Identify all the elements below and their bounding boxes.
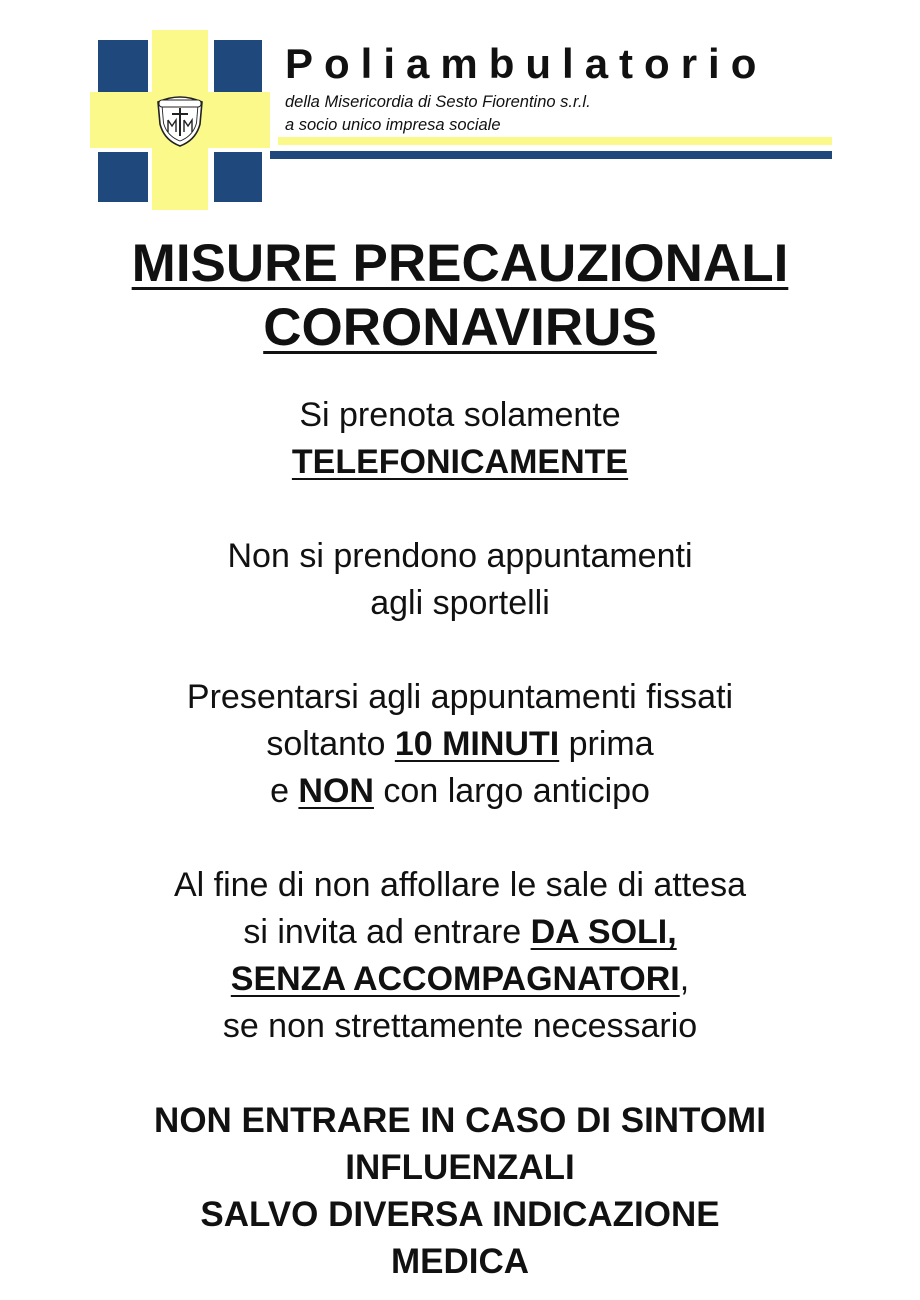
arrival-paragraph (0, 674, 920, 815)
logo-square-top-left (98, 40, 148, 92)
headline (0, 232, 920, 360)
arrival-line3-post: con largo anticipo (373, 772, 650, 810)
brand-subtitle-line1: della Misericordia di Sesto Fiorentino s.r.l. (285, 93, 591, 111)
arrival-line2-post: prima (559, 725, 654, 763)
waiting-room-paragraph (0, 862, 920, 1050)
misericordia-seal-icon (150, 90, 210, 150)
no-counter-line2: agli sportelli (370, 584, 550, 622)
arrival-line3-pre: e (270, 772, 299, 810)
waiting-line3-bold: SENZA ACCOMPAGNATORI (230, 960, 680, 998)
warning-line2: INFLUENZALI (345, 1148, 575, 1187)
warning-line3: SALVO DIVERSA INDICAZIONE (200, 1195, 720, 1234)
no-counter-paragraph (0, 533, 920, 627)
waiting-line3-post: , (679, 960, 690, 998)
waiting-line4: se non strettamente necessario (222, 1007, 698, 1045)
headline-line2: CORONAVIRUS (263, 298, 657, 357)
warning-line4: MEDICA (390, 1242, 530, 1281)
arrival-line2-bold: 10 MINUTI (394, 725, 560, 763)
booking-paragraph (0, 392, 920, 486)
no-counter-line1: Non si prendono appuntamenti (227, 537, 693, 575)
logo-square-bottom-right (214, 152, 262, 202)
arrival-line2-pre: soltanto (266, 725, 395, 763)
booking-line2: TELEFONICAMENTE (291, 443, 629, 481)
waiting-line2-bold: DA SOLI, (530, 913, 677, 951)
logo (90, 30, 270, 210)
symptoms-warning (0, 1097, 920, 1285)
waiting-line2-pre: si invita ad entrare (243, 913, 531, 951)
headline-line1: MISURE PRECAUZIONALI (131, 234, 789, 293)
logo-square-top-right (214, 40, 262, 92)
arrival-line1: Presentarsi agli appuntamenti fissati (186, 678, 734, 716)
header-yellow-rule (278, 137, 832, 145)
logo-square-bottom-left (98, 152, 148, 202)
arrival-line3-bold: NON (298, 772, 374, 810)
brand-title: Poliambulatorio (285, 40, 768, 87)
warning-line1: NON ENTRARE IN CASO DI SINTOMI (154, 1101, 766, 1140)
notice-body (0, 232, 920, 1285)
waiting-line1: Al fine di non affollare le sale di attesa (173, 866, 747, 904)
brand-subtitle-line2: a socio unico impresa sociale (285, 116, 501, 134)
header-blue-rule (270, 151, 832, 159)
booking-line1: Si prenota solamente (299, 396, 621, 434)
